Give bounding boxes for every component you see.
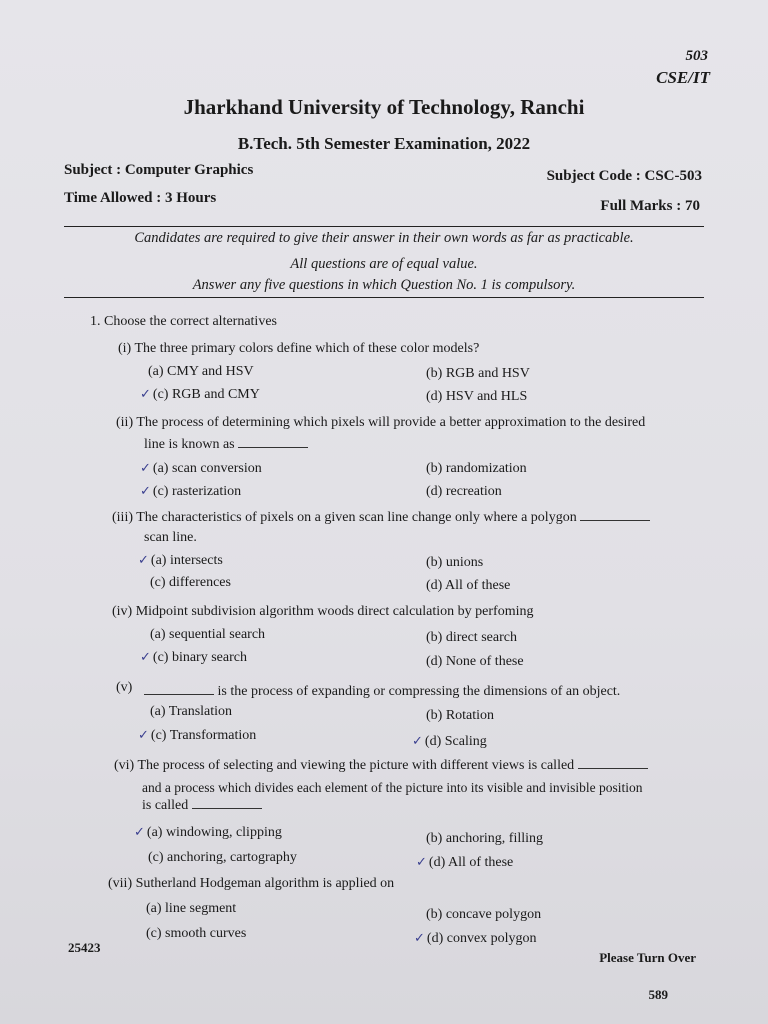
question-iii-text-2: scan line. bbox=[144, 530, 197, 545]
option-vi-b: (b) anchoring, filling bbox=[426, 831, 544, 846]
question-1-heading: 1. Choose the correct alternatives bbox=[90, 314, 277, 329]
question-vi-text-2: and a process which divides each element of the picture into its visible and invisible position bbox=[142, 780, 643, 795]
option-vii-c: (c) smooth curves bbox=[146, 926, 247, 941]
option-v-d-row: ✓ (d) Scaling bbox=[412, 734, 487, 749]
question-ii-text-2: line is known as bbox=[144, 437, 308, 453]
option-ii-c-row: ✓ (c) rasterization bbox=[140, 484, 242, 499]
question-iv-text: (iv) Midpoint subdivision algorithm woods direct calculation by perfoming bbox=[112, 604, 534, 619]
option-vii-b: (b) concave polygon bbox=[426, 907, 542, 922]
tick-mark-icon: ✓ bbox=[412, 734, 423, 749]
option-vi-d-row: ✓ (d) All of these bbox=[416, 855, 514, 870]
subject-code: Subject Code : CSC-503 bbox=[546, 168, 702, 184]
option-v-a: (a) Translation bbox=[150, 704, 233, 719]
full-marks: Full Marks : 70 bbox=[600, 198, 700, 214]
tick-mark-icon: ✓ bbox=[140, 484, 151, 499]
question-v-text: is the process of expanding or compressing the dimensions of an object. bbox=[144, 684, 620, 700]
option-v-c-row: ✓ (c) Transformation bbox=[138, 728, 257, 743]
option-ii-d: (d) recreation bbox=[426, 484, 502, 499]
question-vi-text-3: is called bbox=[142, 798, 262, 814]
option-iii-c: (c) differences bbox=[150, 575, 231, 590]
question-iii-text: (iii) The characteristics of pixels on a given scan line change only where a polygon bbox=[112, 510, 650, 526]
answer-blank bbox=[144, 684, 214, 695]
tick-mark-icon: ✓ bbox=[140, 650, 151, 665]
option-ii-b: (b) randomization bbox=[426, 461, 527, 476]
page-number: 589 bbox=[648, 987, 668, 1002]
answer-blank bbox=[192, 798, 262, 809]
tick-mark-icon: ✓ bbox=[134, 825, 145, 840]
question-ii-text: (ii) The process of determining which pixels will provide a better approximation to the desired bbox=[116, 415, 646, 430]
option-iii-d: (d) All of these bbox=[426, 578, 511, 593]
please-turn-over: Please Turn Over bbox=[599, 950, 696, 965]
answer-blank bbox=[578, 758, 648, 769]
option-vii-d-row: ✓ (d) convex polygon bbox=[414, 931, 537, 946]
option-iv-b: (b) direct search bbox=[426, 630, 517, 645]
tick-mark-icon: ✓ bbox=[138, 553, 149, 568]
tick-mark-icon: ✓ bbox=[140, 387, 151, 402]
university-title: Jharkhand University of Technology, Ranchi bbox=[183, 95, 585, 119]
answer-blank bbox=[580, 510, 650, 521]
question-i-text: (i) The three primary colors define which of these color models? bbox=[118, 341, 480, 356]
instruction-3: Answer any five questions in which Question No. 1 is compulsory. bbox=[192, 277, 576, 293]
question-vii-text: (vii) Sutherland Hodgeman algorithm is applied on bbox=[108, 876, 395, 891]
question-vi-text: (vi) The process of selecting and viewing the picture with different views is called bbox=[114, 758, 648, 774]
paper-serial: 25423 bbox=[68, 940, 101, 955]
option-iv-d: (d) None of these bbox=[426, 654, 524, 669]
option-iv-c-row: ✓ (c) binary search bbox=[140, 650, 247, 665]
exam-title: B.Tech. 5th Semester Examination, 2022 bbox=[237, 134, 531, 153]
option-iii-a-row: ✓ (a) intersects bbox=[138, 553, 223, 568]
tick-mark-icon: ✓ bbox=[414, 931, 425, 946]
tick-mark-icon: ✓ bbox=[140, 461, 151, 476]
tick-mark-icon: ✓ bbox=[416, 855, 427, 870]
question-v-number: (v) bbox=[116, 680, 133, 695]
answer-blank bbox=[238, 437, 308, 448]
tick-mark-icon: ✓ bbox=[138, 728, 149, 743]
option-ii-a-row: ✓ (a) scan conversion bbox=[140, 461, 262, 476]
option-i-c-row: ✓ (c) RGB and CMY bbox=[140, 387, 260, 402]
option-v-b: (b) Rotation bbox=[426, 708, 495, 723]
time-allowed: Time Allowed : 3 Hours bbox=[64, 190, 217, 206]
instructions-rule bbox=[64, 297, 704, 298]
instruction-1: Candidates are required to give their answer in their own words as far as practicable. bbox=[134, 230, 634, 246]
department: CSE/IT bbox=[656, 68, 710, 87]
option-iv-a: (a) sequential search bbox=[150, 627, 266, 642]
paper-code: 503 bbox=[685, 48, 708, 64]
subject: Subject : Computer Graphics bbox=[64, 162, 254, 178]
option-i-d: (d) HSV and HLS bbox=[426, 389, 528, 404]
instruction-2: All questions are of equal value. bbox=[290, 256, 478, 272]
header-rule bbox=[64, 226, 704, 227]
option-vi-c: (c) anchoring, cartography bbox=[148, 850, 297, 865]
option-vi-a-row: ✓ (a) windowing, clipping bbox=[134, 825, 282, 840]
option-i-b: (b) RGB and HSV bbox=[426, 366, 530, 381]
option-iii-b: (b) unions bbox=[426, 555, 484, 570]
option-i-a: (a) CMY and HSV bbox=[148, 364, 254, 379]
option-vii-a: (a) line segment bbox=[146, 901, 237, 916]
